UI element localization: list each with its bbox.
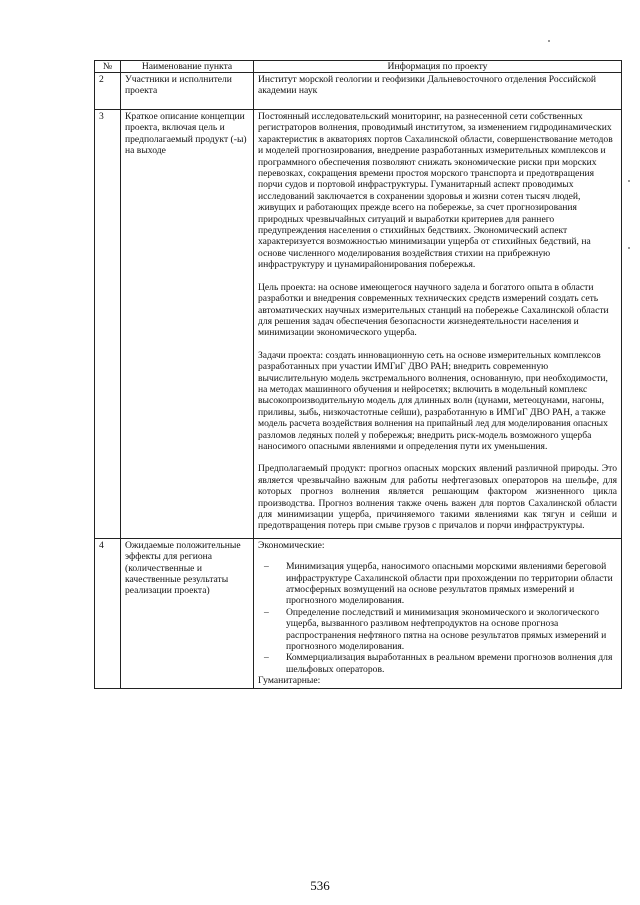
table-header-row bbox=[95, 61, 622, 73]
list-item-text: Определение последствий и минимизация экономического и экологического ущерба, вызванного разливом нефтепродуктов на основе прогноза распространения нефтяного пятна на основе результатов прямых измерений и прогнозного моделирования. bbox=[286, 606, 607, 653]
header-project-info: Информация по проекту bbox=[254, 61, 622, 73]
section-label: Гуманитарные: bbox=[258, 675, 321, 687]
header-number: № bbox=[95, 61, 121, 73]
table-row bbox=[95, 110, 622, 539]
list-item bbox=[258, 607, 617, 653]
dash-bullet-icon: – bbox=[264, 652, 269, 664]
scan-speck bbox=[628, 180, 630, 182]
page-number: 536 bbox=[310, 878, 330, 893]
row-number: 2 bbox=[95, 73, 121, 110]
row-item-name: Ожидаемые положительные эффекты для региона (количественные и качественные результаты реализации проекта) bbox=[121, 538, 254, 688]
row-item-name: Краткое описание концепции проекта, включая цель и предполагаемый продукт (-ы) на выходе bbox=[121, 110, 254, 539]
scan-speck bbox=[628, 247, 630, 249]
table-row bbox=[95, 538, 622, 688]
row-info bbox=[254, 538, 622, 688]
info-paragraph: Задачи проекта: создать инновационную сеть на основе измерительных комплексов разработанных при участии ИМГиГ ДВО РАН; внедрить современную вычислительную модель экстремального волнения, основанную, при необходимости, на методах машинного обучения и нейросетях; включить в модельный комплекс высокопроизводительную модель для длинных волн (цунами, метеоцунами, нагоны, приливы, зыбь, низкочастотные сейши), разработанную в ИМГиГ ДВО РАН, а также модель расчета воздействия волнения на припайный лед для моделирования опасных разломов ледяных полей у побережья; внедрить риск-модель возможного ущерба наносимого опасными явлениями и определения пути их уменьшения. bbox=[258, 349, 608, 452]
header-item-name: Наименование пункта bbox=[121, 61, 254, 73]
row-info bbox=[254, 110, 622, 539]
scan-speck bbox=[548, 40, 550, 42]
list-item-text: Минимизация ущерба, наносимого опасными морскими явлениями береговой инфраструктуре Сахалинской области при прохождении по территории области атмосферных возмущений на основе результатов прямых измерений и прогнозного моделирования. bbox=[286, 561, 613, 607]
row-number: 4 bbox=[95, 538, 121, 688]
row-item-name: Участники и исполнители проекта bbox=[121, 73, 254, 110]
table-row bbox=[95, 73, 622, 110]
section-label: Экономические: bbox=[258, 539, 325, 551]
info-paragraph: Предполагаемый продукт: прогноз опасных морских явлений различной природы. Это является чрезвычайно важным для работы нефтегазовых операторов на шельфе, для которых прогноз волнения является решающим фактором жизненного цикла производства. Прогноз волнения также очень важен для портов Сахалинской области для минимизации ущерба, причиняемого такими явлениями как тягун и сейши и предотвращения потерь при смыве грузов с причалов и порчи инфраструктуры. bbox=[258, 463, 617, 532]
list-item-text: Коммерциализация выработанных в реальном времени прогнозов волнения для шельфовых операторов. bbox=[286, 652, 613, 675]
dash-bullet-icon: – bbox=[264, 561, 269, 573]
info-paragraph: Постоянный исследовательский мониторинг, на разнесенной сети собственных регистраторов волнения, проводимый институтом, за изменением гидродинамических характеристик в акваториях портов Сахалинской области, совершенствование методов и моделей прогнозирования, внедрение разработанных измерительных комплексов и программного обеспечения позволяют снижать экономические риски при морских перевозках, сокращения времени простоя морского транспорта и предотвращения порчи судов и портовой инфраструктуры. Гуманитарный аспект проводимых исследований заключается в сохранении здоровья и жизни сотен тысяч людей, живущих и работающих прежде всего на побережье, за счет прогнозирования природных чрезвычайных ситуаций и выработки критериев для раннего предупреждения населения о стихийных бедствиях. Экономический аспект характеризуется возможностью минимизации ущерба от стихийных бедствий, на основе численного моделирования воздействия стихии на прибрежную инфраструктуру и цунамирайонирования побережья. bbox=[258, 111, 613, 271]
row-info: Институт морской геологии и геофизики Дальневосточного отделения Российской академии наук bbox=[254, 73, 622, 110]
row-number: 3 bbox=[95, 110, 121, 539]
project-info-table bbox=[94, 60, 622, 689]
list-item bbox=[258, 652, 617, 675]
dash-bullet-icon: – bbox=[264, 606, 269, 618]
bullet-list bbox=[258, 561, 617, 675]
list-item bbox=[258, 561, 617, 607]
info-paragraph: Цель проекта: на основе имеющегося научного задела и богатого опыта в области разработки и внедрения современных технических средств измерений создать сеть автоматических научных измерительных станций на побережье Сахалинской области для решения задач обеспечения безопасности жизнедеятельности населения и минимизации экономического ущерба. bbox=[258, 281, 609, 339]
